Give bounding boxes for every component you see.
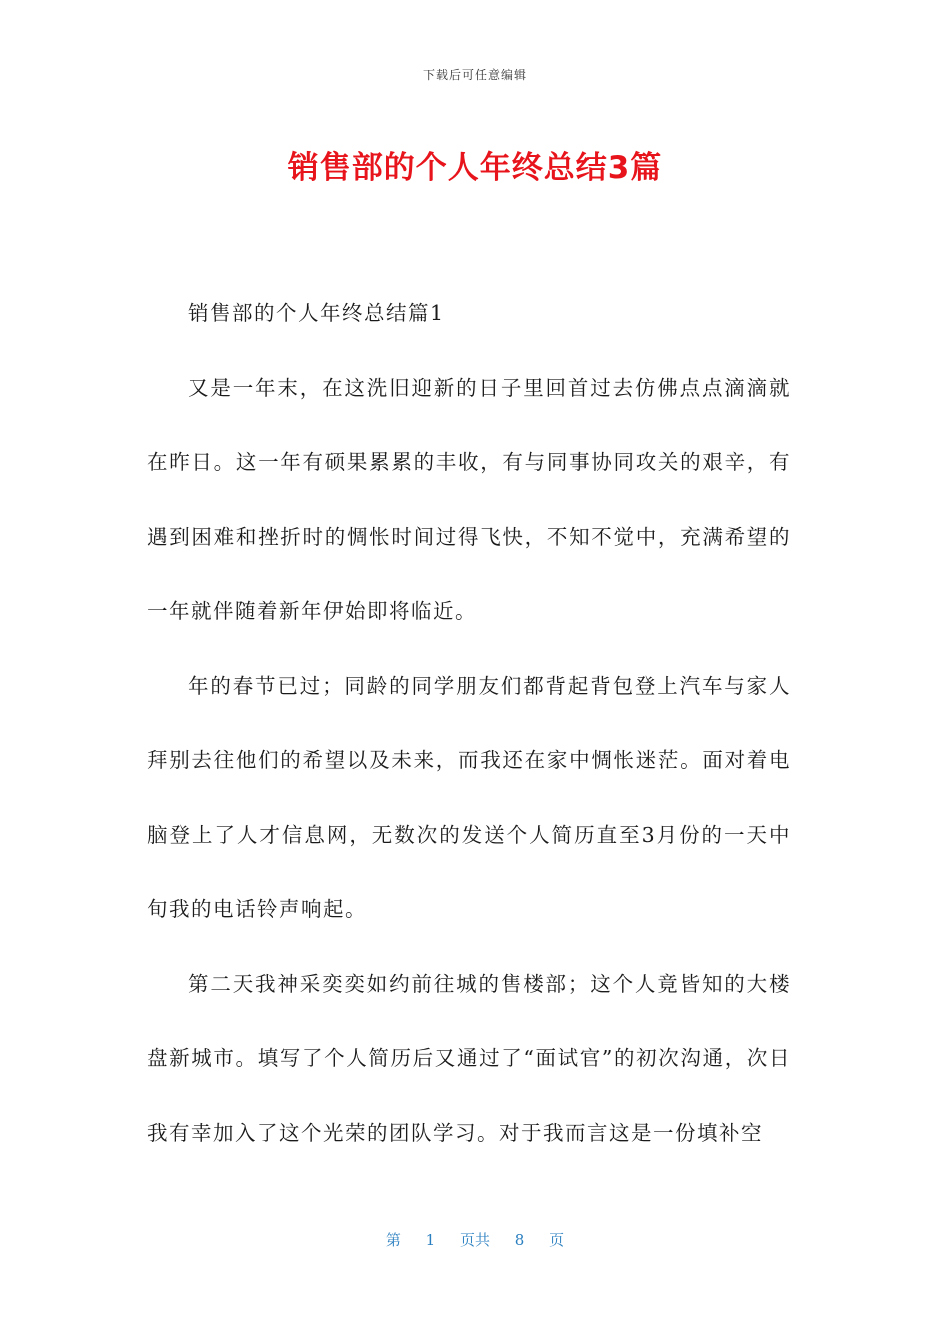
footer-suffix: 页 (549, 1231, 565, 1249)
document-body (147, 276, 791, 1170)
paragraph-3: 第二天我神采奕奕如约前往城的售楼部；这个人竟皆知的大楼盘新城市。填写了个人简历后又通过了“面试官”的初次沟通，次日我有幸加入了这个光荣的团队学习。对于我而言这是一份填补空 (147, 971, 791, 1145)
footer-middle: 页共 (459, 1231, 490, 1249)
footer-total-pages: 8 (514, 1231, 525, 1249)
footer-prefix: 第 (385, 1231, 401, 1249)
page-footer (0, 1229, 950, 1250)
footer-current-page: 1 (425, 1231, 436, 1249)
document-title: 销售部的个人年终总结3篇 (287, 150, 663, 186)
section-heading: 销售部的个人年终总结篇1 (188, 301, 445, 325)
paragraph-1: 又是一年末，在这洗旧迎新的日子里回首过去仿佛点点滴滴就在昨日。这一年有硕果累累的丰收，有与同事协同攻关的艰辛，有遇到困难和挫折时的惆怅时间过得飞快，不知不觉中，充满希望的一年就伴随着新年伊始即将临近。 (147, 375, 791, 623)
header-note: 下载后可任意编辑 (422, 68, 527, 82)
paragraph-2: 年的春节已过；同龄的同学朋友们都背起背包登上汽车与家人拜别去往他们的希望以及未来，而我还在家中惆怅迷茫。面对着电脑登上了人才信息网，无数次的发送个人简历直至3月份的一天中旬我的电话铃声响起。 (147, 673, 791, 921)
